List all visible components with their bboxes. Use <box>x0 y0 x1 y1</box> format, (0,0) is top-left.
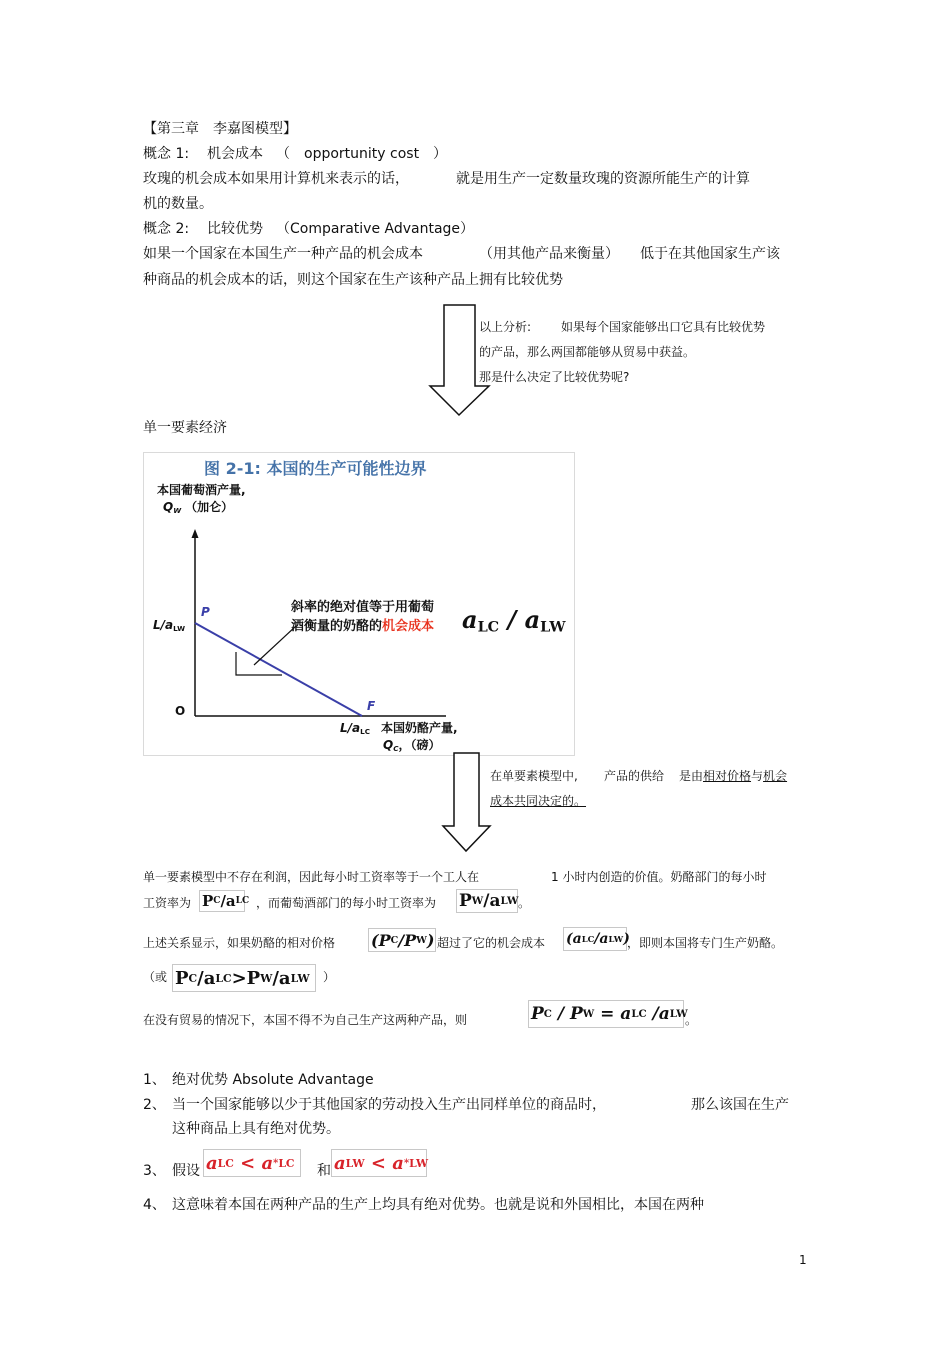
figure-title: 图 2-1: 本国的生产可能性边界 <box>204 459 427 478</box>
arrow-note1-line3: 那是什么决定了比较优势呢? <box>479 370 630 384</box>
no-trade-text: 在没有贸易的情况下，本国不得不为自己生产这两种产品，则 <box>143 1013 468 1027</box>
wage-line2-end: 。 <box>518 896 531 910</box>
list-item-2-text-c: 这种商品上具有绝对优势。 <box>172 1121 340 1137</box>
concept1-line1b: 就是用生产一定数量玫瑰的资源所能生产的计算 <box>456 171 750 187</box>
formula-inequality: P C /a LC >P W /a LW <box>172 964 316 992</box>
or-open: （或 <box>143 970 168 984</box>
y-intercept-label: $L/a_{LW}$ <box>153 618 186 633</box>
wage-line2b: ，而葡萄酒部门的每小时工资率为 <box>256 896 437 910</box>
no-trade-end: 。 <box>685 1013 698 1027</box>
ppf-line <box>195 623 362 716</box>
concept1-en: （ opportunity cost ） <box>276 146 448 162</box>
formula-pw-alw: P W /a LW <box>456 889 518 913</box>
formula-pc-alc: P C /a LC <box>199 890 245 912</box>
list-item-3-num: 3、 <box>143 1163 166 1179</box>
ppf-figure <box>143 452 575 756</box>
list-item-3-and: 和 <box>317 1163 331 1179</box>
wage-line1a: 单一要素模型中不存在利润，因此每小时工资率等于一个工人在 <box>143 870 480 884</box>
arrow-note2-line2: 成本共同决定的。 <box>490 794 587 808</box>
wage-line1b: 1 小时内创造的价值。奶酪部门的每小时 <box>551 870 767 884</box>
concept1-line2: 机的数量。 <box>143 196 213 212</box>
formula-equality: P C / P W = a LC /a LW <box>528 1000 684 1028</box>
concept2-num: 概念 2: <box>143 221 190 237</box>
relation-a: 上述关系显示，如果奶酪的相对价格 <box>143 936 336 950</box>
chapter-title: 【第三章 李嘉图模型】 <box>143 121 297 137</box>
list-item-2-text-b: 那么该国在生产 <box>691 1097 789 1113</box>
wage-line2a: 工资率为 <box>143 896 192 910</box>
list-item-4-text: 这意味着本国在两种产品的生产上均具有绝对优势。也就是说和外国相比，本国在两种 <box>172 1197 704 1213</box>
relation-c: ，即则本国将专门生产奶酪。 <box>627 936 784 950</box>
y-axis-arrow-icon <box>192 529 199 538</box>
y-axis-label: 本国葡萄酒产量, <box>157 483 246 497</box>
annotation-line2: 酒衡量的奶酪的机会成本 <box>291 619 435 634</box>
formula-relative-price: ( P C / P W ) <box>368 928 436 952</box>
arrow-note1-a: 以上分析: <box>479 320 532 334</box>
point-f: F <box>367 699 376 713</box>
list-item-1-text: 绝对优势 Absolute Advantage <box>172 1072 374 1088</box>
formula-alc-lt: a LC < a * LC <box>203 1149 301 1177</box>
concept1-name: 机会成本 <box>207 146 263 162</box>
concept1-line1a: 玫瑰的机会成本如果用计算机来表示的话， <box>143 171 409 187</box>
concept2-name: 比较优势 <box>207 221 263 237</box>
list-item-2-num: 2、 <box>143 1097 166 1113</box>
down-arrow-icon <box>441 752 493 854</box>
arrow-note2-a: 在单要素模型中, <box>490 769 578 783</box>
list-item-4-num: 4、 <box>143 1197 166 1213</box>
concept2-line1b: （用其他产品来衡量） <box>479 246 619 262</box>
point-p: P <box>201 605 210 619</box>
relation-b: 超过了它的机会成本 <box>437 936 546 950</box>
x-intercept-label: $L/a_{LC}$ <box>340 721 370 736</box>
arrow-note1-b: 如果每个国家能够出口它具有比较优势 <box>561 320 766 334</box>
formula-opp-cost: ( a LC / a LW ) <box>563 927 627 951</box>
annotation-line1: 斜率的绝对值等于用葡萄 <box>291 600 435 615</box>
list-item-3-text: 假设 <box>172 1163 200 1179</box>
arrow-note2-b: 产品的供给 <box>604 769 665 783</box>
annotation-pointer <box>254 626 296 665</box>
list-item-2-text-a: 当一个国家能够以少于其他国家的劳动投入生产出同样单位的商品时， <box>172 1097 606 1113</box>
list-item-1-num: 1、 <box>143 1072 166 1088</box>
concept1-num: 概念 1: <box>143 146 190 162</box>
page-number: 1 <box>799 1253 807 1267</box>
y-axis-label-q: $Q_W$ （加仑） <box>163 500 234 515</box>
concept2-en: （Comparative Advantage） <box>276 221 475 237</box>
origin-label: O <box>175 704 186 718</box>
concept2-line2: 种商品的机会成本的话，则这个国家在生产该种产品上拥有比较优势 <box>143 272 563 288</box>
x-axis-label: 本国奶酪产量, <box>381 721 458 735</box>
arrow-note1-line2: 的产品，那么两国都能够从贸易中获益。 <box>479 345 696 359</box>
concept2-line1c: 低于在其他国家生产该 <box>640 246 780 262</box>
or-close: ） <box>323 970 336 984</box>
formula-alw-lt: a LW < a * LW <box>331 1149 427 1177</box>
concept2-line1a: 如果一个国家在本国生产一种产品的机会成本 <box>143 246 423 262</box>
arrow-note2-c: 是由相对价格与机会 <box>679 769 788 783</box>
slope-triangle <box>236 652 282 675</box>
single-factor-heading: 单一要素经济 <box>143 420 227 436</box>
annotation-formula: $a_{LC} / a_{LW}$ <box>462 605 566 636</box>
x-axis-label-q: $Q_C$，（磅） <box>383 738 441 753</box>
